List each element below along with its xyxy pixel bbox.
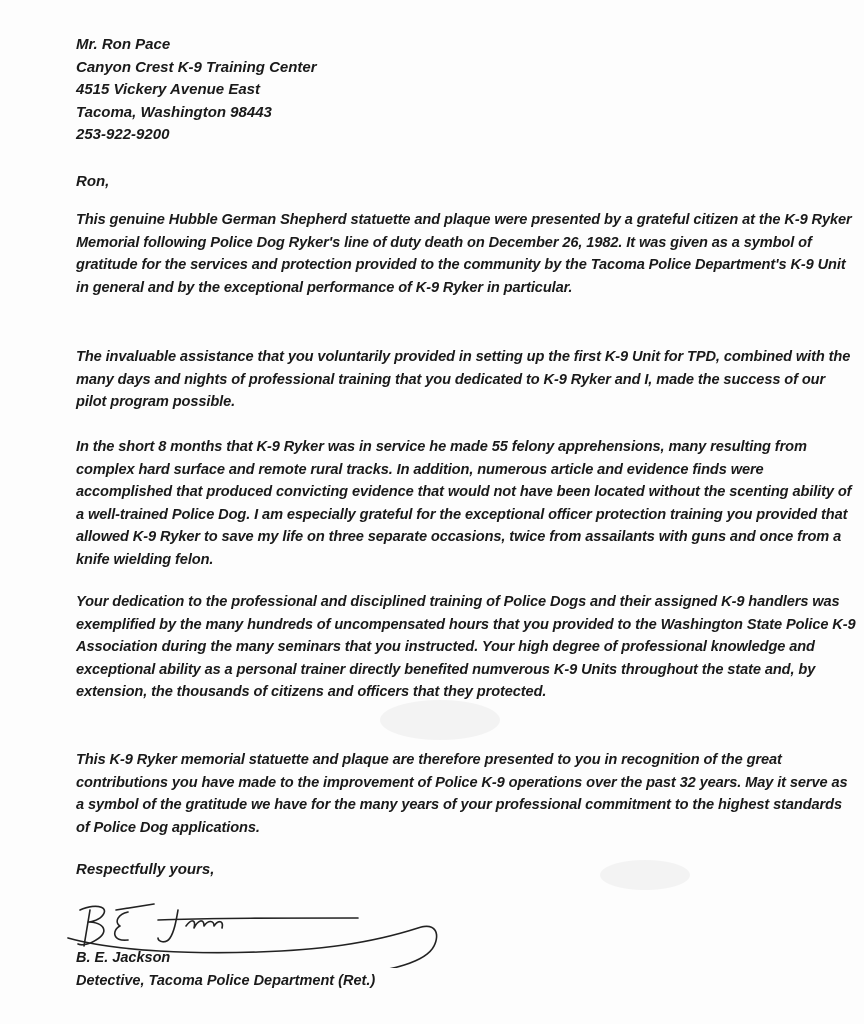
body-paragraph: Your dedication to the professional and disciplined training of Police Dogs and their assigned K-9 handlers was exemplified by the many hundreds of uncompensated hours that you provided to the Washington State Police K-9 Association during the many seminars that you instructed. Your high degree of professional knowledge and exceptional ability as a personal trainer directly benefited numverous K-9 Units throughout the state and, by extension, the thousands of citizens and officers that they protected. [76,594,856,701]
recipient-street: 4515 Vickery Avenue East [76,81,261,98]
paper-smudge [600,860,690,890]
body-paragraph: The invaluable assistance that you voluntarily provided in setting up the first K-9 Unit for TPD, combined with the many days and nights of professional training that you dedicated to K-9 Ryker and I, made the success of our pilot program possible. [76,349,851,411]
recipient-phone: 253-922-9200 [76,126,170,143]
signer-title: Detective, Tacoma Police Department (Ret.) [76,973,376,989]
paper-smudge [380,700,500,740]
body-paragraph: This genuine Hubble German Shepherd statuette and plaque were presented by a grateful citizen at the K-9 Ryker Memorial following Police Dog Ryker's line of duty death on December 26, 1982. It was given as a symbol of gratitude for the services and protection provided to the community by the Tacoma Police Department's K-9 Unit in general and by the exceptional performance of K-9 Ryker in particular. [76,212,852,296]
closing: Respectfully yours, [76,861,215,878]
recipient-city-state-zip: Tacoma, Washington 98443 [76,103,272,121]
body-paragraph: In the short 8 months that K-9 Ryker was in service he made 55 felony apprehensions, many resulting from complex hard surface and remote rural tracks. In addition, numerous article and evidence finds were accomplished that produced convicting evidence that would not have been located without the scenting ability of a well-trained Police Dog. I am especially grateful for the exceptional officer protection training you provided that allowed K-9 Ryker to save my life on three separate occasions, twice from assailants with guns and once from a knife wielding felon. [76,439,852,568]
recipient-name: Mr. Ron Pace [76,36,171,53]
recipient-address-block [76,34,317,147]
body-paragraph: This K-9 Ryker memorial statuette and plaque are therefore presented to you in recognition of the great contributions you have made to the improvement of Police K-9 operations over the past 32 years. May it serve as a symbol of the gratitude we have for the many years of your professional commitment to the highest standards of Police Dog applications. [76,752,848,836]
recipient-organization: Canyon Crest K-9 Training Center [76,58,317,76]
signer-name: B. E. Jackson [76,950,171,966]
salutation: Ron, [76,173,110,190]
